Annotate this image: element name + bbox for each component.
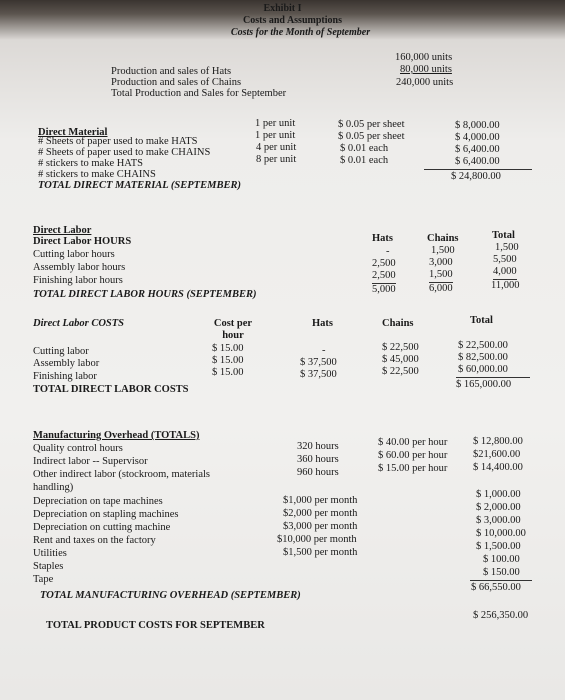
- dl-costs-heading: Direct Labor COSTS: [33, 318, 125, 329]
- production-hats-label: Production and sales of Hats: [111, 66, 232, 77]
- dl-costs-col-rate: Cost per hour: [213, 318, 253, 341]
- overhead-qty: 960 hours: [297, 467, 339, 478]
- dl-hours-row-label: Assembly labor hours: [33, 262, 126, 273]
- overhead-rate: $ 60.00 per hour: [378, 450, 448, 461]
- overhead-qty: $2,000 per month: [283, 508, 358, 519]
- dl-costs-total: $ 82,500.00: [458, 352, 508, 363]
- dm-rate: $ 0.01 each: [340, 143, 389, 154]
- overhead-qty: $3,000 per month: [283, 521, 358, 532]
- dl-costs-total-amount: $ 165,000.00: [456, 379, 512, 390]
- dm-qty: 8 per unit: [256, 154, 297, 165]
- dl-hours-chains: 1,500: [429, 269, 453, 283]
- dl-costs-row-label: Cutting labor: [33, 346, 89, 357]
- dm-rate: $ 0.01 each: [340, 155, 389, 166]
- document-subtitle: Costs for the Month of September: [230, 27, 371, 38]
- overhead-qty: $10,000 per month: [277, 534, 357, 545]
- dl-costs-chains: $ 45,000: [382, 354, 419, 365]
- overhead-total-rule: [470, 580, 532, 581]
- dm-row-label: # stickers to make HATS: [38, 158, 143, 169]
- dl-hours-row-label: Cutting labor hours: [33, 249, 115, 260]
- overhead-qty: 360 hours: [297, 454, 339, 465]
- overhead-row-label: Rent and taxes on the factory: [33, 535, 156, 546]
- dl-hours-total: 1,500: [495, 242, 519, 253]
- product-costs-label: TOTAL PRODUCT COSTS FOR SEPTEMBER: [46, 620, 265, 631]
- dl-hours-total-hats: 5,000: [372, 284, 396, 295]
- overhead-row-label: Indirect labor -- Supervisor: [33, 456, 148, 467]
- dl-hours-chains: 1,500: [431, 245, 455, 256]
- dl-costs-total-rule: [456, 377, 530, 378]
- overhead-row-label: handling): [33, 482, 74, 493]
- dl-hours-total: 4,000: [493, 266, 517, 280]
- dm-amount: $ 8,000.00: [455, 120, 500, 131]
- overhead-amount: $21,600.00: [473, 449, 521, 460]
- overhead-amount: $ 12,800.00: [473, 436, 523, 447]
- dl-hours-hats: -: [386, 246, 390, 257]
- overhead-row-label: Depreciation on tape machines: [33, 496, 163, 507]
- dl-costs-total-label: TOTAL DIRECT LABOR COSTS: [33, 384, 189, 395]
- dm-qty: 1 per unit: [255, 130, 296, 141]
- dm-total-amount: $ 24,800.00: [451, 171, 501, 182]
- document-title: Costs and Assumptions: [243, 15, 342, 26]
- dl-costs-col-chains: Chains: [382, 318, 414, 329]
- dm-total-rule: [424, 169, 532, 170]
- overhead-row-label: Staples: [33, 561, 64, 572]
- dm-total-label: TOTAL DIRECT MATERIAL (SEPTEMBER): [38, 180, 241, 191]
- dl-hours-hats: 2,500: [372, 258, 396, 269]
- overhead-row-label: Utilities: [33, 548, 67, 559]
- dm-qty: 1 per unit: [255, 118, 296, 129]
- direct-labor-heading: Direct Labor: [33, 225, 92, 236]
- dl-costs-rate: $ 15.00: [212, 367, 244, 378]
- dl-costs-total: $ 22,500.00: [458, 340, 508, 351]
- dl-costs-hats: $ 37,500: [300, 369, 337, 380]
- overhead-amount: $ 1,000.00: [476, 489, 521, 500]
- dl-costs-col-total: Total: [470, 315, 493, 326]
- dl-costs-chains: $ 22,500: [382, 342, 419, 353]
- dm-row-label: # Sheets of paper used to make HATS: [38, 136, 198, 147]
- overhead-amount: $ 100.00: [483, 554, 520, 565]
- overhead-row-label: Depreciation on stapling machines: [33, 509, 179, 520]
- dl-costs-hats: $ 37,500: [300, 357, 337, 368]
- direct-material-heading: Direct Material: [38, 127, 108, 138]
- overhead-amount: $ 1,500.00: [476, 541, 521, 552]
- dl-hours-col-total: Total: [492, 230, 515, 241]
- overhead-rate: $ 40.00 per hour: [378, 437, 448, 448]
- overhead-qty: 320 hours: [297, 441, 339, 452]
- production-chains-label: Production and sales of Chains: [111, 77, 242, 88]
- production-total-value: 240,000 units: [396, 77, 454, 88]
- overhead-heading: Manufacturing Overhead (TOTALS): [33, 430, 200, 441]
- dm-rate: $ 0.05 per sheet: [338, 131, 405, 142]
- dl-hours-total-total: 11,000: [491, 280, 520, 291]
- dl-costs-rate: $ 15.00: [212, 355, 244, 366]
- dl-hours-hats: 2,500: [372, 270, 396, 284]
- overhead-total-amount: $ 66,550.00: [471, 582, 521, 593]
- overhead-rate: $ 15.00 per hour: [378, 463, 448, 474]
- dl-costs-row-label: Assembly labor: [33, 358, 100, 369]
- dm-row-label: # Sheets of paper used to make CHAINS: [38, 147, 211, 158]
- dm-row-label: # stickers to make CHAINS: [38, 169, 156, 180]
- dl-hours-subheading: Direct Labor HOURS: [33, 236, 132, 247]
- dl-costs-hats: -: [322, 345, 326, 356]
- dl-costs-total: $ 60,000.00: [458, 364, 508, 375]
- product-costs-total: $ 256,350.00: [473, 610, 529, 621]
- dm-qty: 4 per unit: [256, 142, 297, 153]
- overhead-row-label: Tape: [33, 574, 54, 585]
- overhead-amount: $ 2,000.00: [476, 502, 521, 513]
- exhibit-label: Exhibit I: [263, 3, 302, 14]
- overhead-row-label: Quality control hours: [33, 443, 123, 454]
- dm-amount: $ 6,400.00: [455, 156, 500, 167]
- dl-hours-row-label: Finishing labor hours: [33, 275, 123, 286]
- overhead-qty: $1,500 per month: [283, 547, 358, 558]
- dl-hours-col-chains: Chains: [427, 233, 459, 244]
- dm-amount: $ 6,400.00: [455, 144, 500, 155]
- production-chains-value: 80,000 units: [400, 64, 452, 75]
- dl-hours-total: 5,500: [493, 254, 517, 265]
- overhead-qty: $1,000 per month: [283, 495, 358, 506]
- dl-hours-total-chains: 6,000: [429, 283, 453, 294]
- dm-amount: $ 4,000.00: [455, 132, 500, 143]
- dl-costs-row-label: Finishing labor: [33, 371, 97, 382]
- overhead-amount: $ 14,400.00: [473, 462, 523, 473]
- dl-costs-col-hats: Hats: [312, 318, 333, 329]
- overhead-amount: $ 150.00: [483, 567, 520, 578]
- dl-hours-chains: 3,000: [429, 257, 453, 268]
- production-total-label: Total Production and Sales for September: [111, 88, 287, 99]
- production-hats-value: 160,000 units: [395, 52, 453, 63]
- dl-hours-col-hats: Hats: [372, 233, 393, 244]
- dl-costs-rate: $ 15.00: [212, 343, 244, 354]
- dl-hours-total-label: TOTAL DIRECT LABOR HOURS (SEPTEMBER): [33, 289, 257, 300]
- overhead-total-label: TOTAL MANUFACTURING OVERHEAD (SEPTEMBER): [40, 590, 301, 601]
- dm-rate: $ 0.05 per sheet: [338, 119, 405, 130]
- overhead-row-label: Other indirect labor (stockroom, materials: [33, 469, 210, 480]
- overhead-amount: $ 3,000.00: [476, 515, 521, 526]
- overhead-row-label: Depreciation on cutting machine: [33, 522, 171, 533]
- dl-costs-chains: $ 22,500: [382, 366, 419, 377]
- overhead-amount: $ 10,000.00: [476, 528, 526, 539]
